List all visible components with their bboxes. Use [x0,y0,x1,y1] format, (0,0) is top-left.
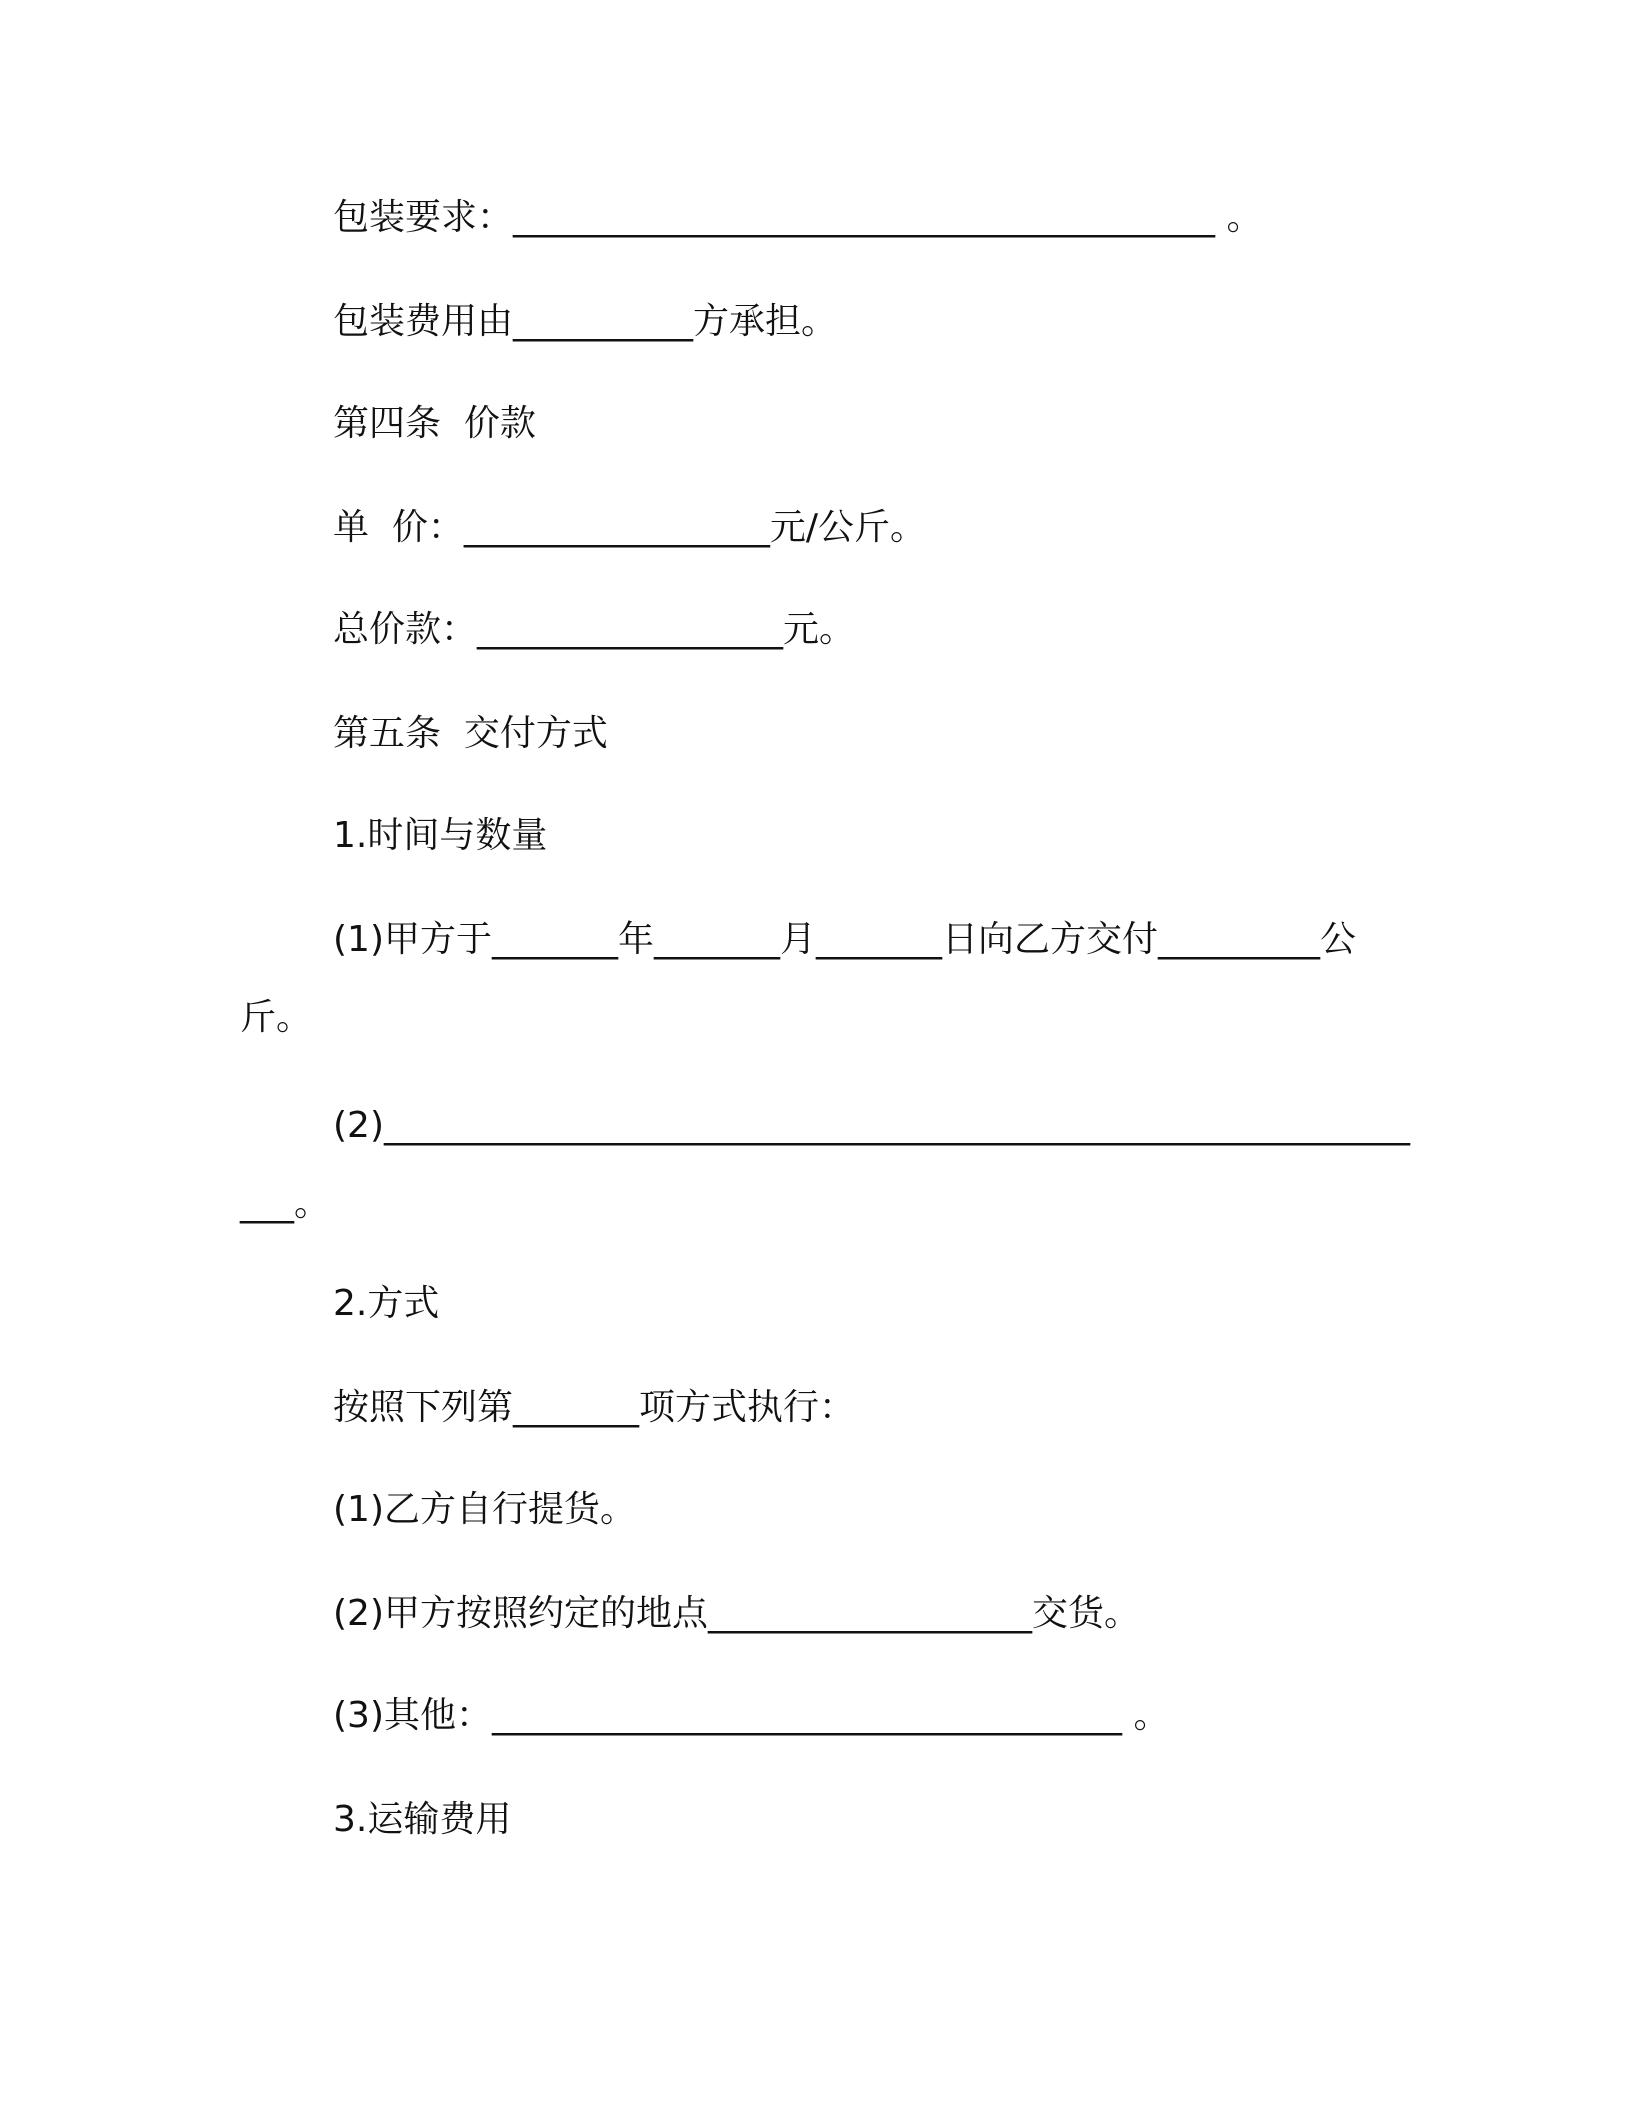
method-option-3: (3)其他：___________________________________ 。 [333,1695,1170,1736]
total-price-line: 总价款：_________________元。 [333,609,856,650]
delivery-time-line: (1)甲方于_______年_______月_______日向乙方交付_________公 [333,919,1356,960]
section-1-heading: 1.时间与数量 [333,815,548,856]
section-3-heading: 3.运输费用 [333,1799,512,1840]
section-2-heading: 2.方式 [333,1283,440,1324]
method-option-1: (1)乙方自行提货。 [333,1489,636,1530]
article-4-heading: 第四条 价款 [333,403,536,444]
method-choice-line: 按照下列第_______项方式执行： [333,1387,856,1428]
delivery-time-line-wrap: 斤。 [240,997,313,1038]
article-5-heading: 第五条 交付方式 [333,713,608,754]
unit-price-line: 单 价：_________________元/公斤。 [333,507,927,548]
method-option-2: (2)甲方按照约定的地点__________________交货。 [333,1593,1140,1634]
packaging-requirements-line: 包装要求：_______________________________________ 。 [333,197,1263,238]
delivery-other-line: (2)_________________________________________________________ [333,1105,1410,1146]
packaging-cost-line: 包装费用由__________方承担。 [333,301,838,342]
delivery-other-line-wrap: ___。 [240,1183,331,1224]
